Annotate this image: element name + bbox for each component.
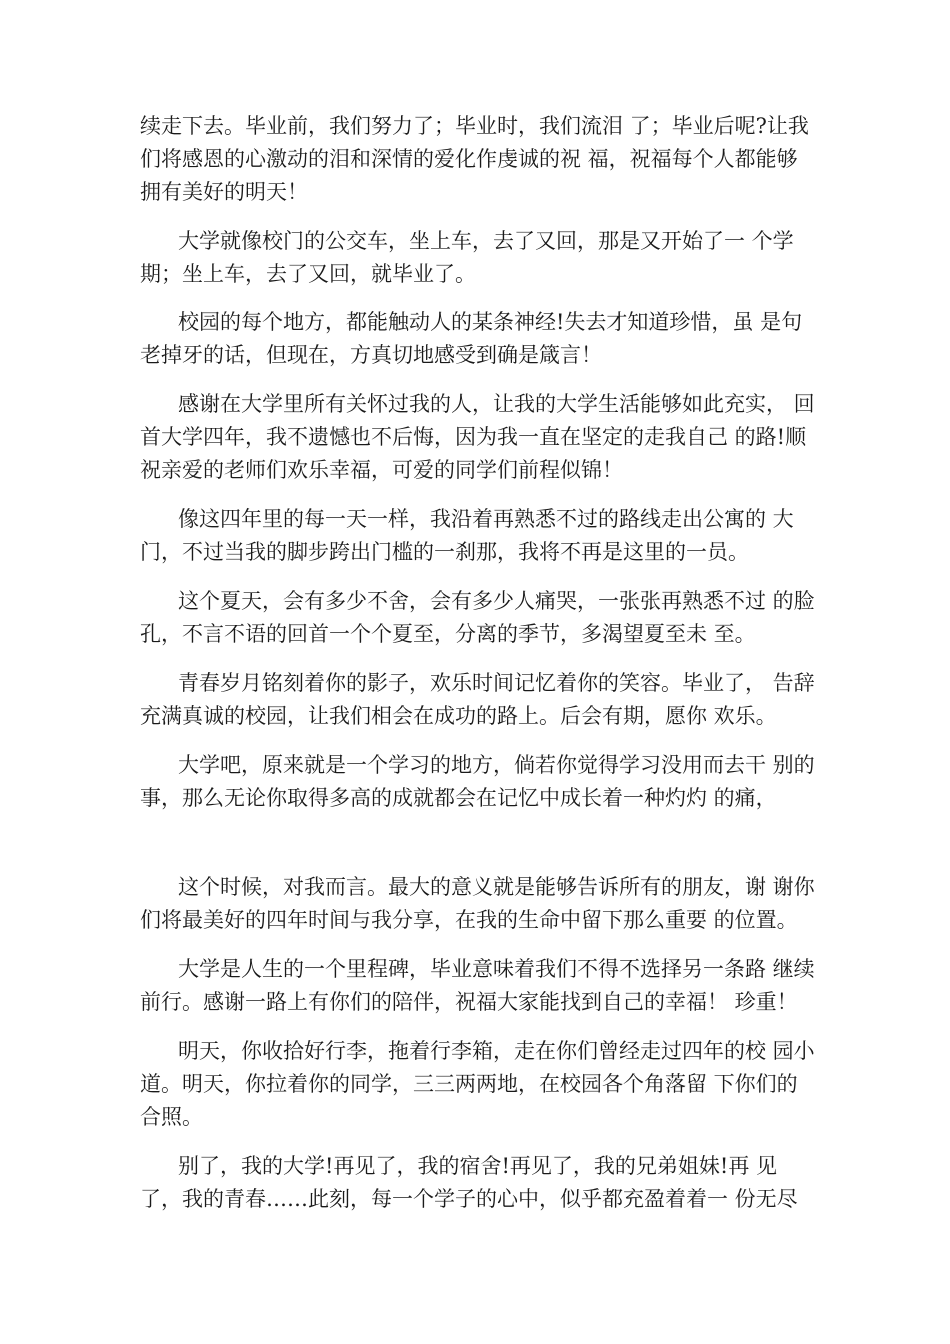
text-line: 拥有美好的明天！ [140, 180, 308, 204]
text-line: 像这四年里的每一天一样，我沿着再熟悉不过的路线走出公寓的 大 [178, 507, 794, 531]
text-line: 事，那么无论你取得多高的成就都会在记忆中成长着一种灼灼 的痛， [140, 786, 777, 810]
text-line: 了，我的青春……此刻，每一个学子的心中，似乎都充盈着着一 份无尽 [140, 1187, 798, 1211]
text-line: 大学是人生的一个里程碑，毕业意味着我们不得不选择另一条路 继续 [178, 957, 815, 981]
text-line: 祝亲爱的老师们欢乐幸福，可爱的同学们前程似锦！ [140, 458, 623, 482]
text-line: 青春岁月铭刻着你的影子，欢乐时间记忆着你的笑容。毕业了， 告辞 [178, 671, 815, 695]
text-line: 首大学四年，我不遗憾也不后悔，因为我一直在坚定的走我自己 的路!顺 [140, 425, 807, 449]
text-line: 前行。感谢一路上有你们的陪伴，祝福大家能找到自己的幸福！ 珍重！ [140, 990, 798, 1014]
text-line: 们将感恩的心激动的泪和深情的爱化作虔诚的祝 福，祝福每个人都能够 [140, 147, 798, 171]
text-line: 明天，你收拾好行李，拖着行李箱，走在你们曾经走过四年的校 园小 [178, 1039, 815, 1063]
text-line: 道。明天，你拉着你的同学，三三两两地，在校园各个角落留 下你们的 [140, 1072, 798, 1096]
text-line: 别了，我的大学!再见了，我的宿舍!再见了，我的兄弟姐妹!再 见 [178, 1154, 777, 1178]
text-line: 大学就像校门的公交车，坐上车，去了又回，那是又开始了一 个学 [178, 229, 794, 253]
text-line: 感谢在大学里所有关怀过我的人，让我的大学生活能够如此充实， 回 [178, 392, 815, 416]
text-line: 合照。 [140, 1105, 203, 1129]
text-line: 们将最美好的四年时间与我分享，在我的生命中留下那么重要 的位置。 [140, 908, 798, 932]
text-line: 孔，不言不语的回首一个个夏至，分离的季节，多渴望夏至未 至。 [140, 622, 756, 646]
text-line: 充满真诚的校园，让我们相会在成功的路上。后会有期，愿你 欢乐。 [140, 704, 777, 728]
text-line: 这个时候，对我而言。最大的意义就是能够告诉所有的朋友，谢 谢你 [178, 875, 815, 899]
text-line: 大学吧，原来就是一个学习的地方，倘若你觉得学习没用而去干 别的 [178, 753, 815, 777]
text-line: 这个夏天，会有多少不舍，会有多少人痛哭，一张张再熟悉不过 的脸 [178, 589, 815, 613]
text-line: 续走下去。毕业前，我们努力了；毕业时，我们流泪 了；毕业后呢?让我 [140, 114, 809, 138]
text-line: 老掉牙的话，但现在，方真切地感受到确是箴言！ [140, 343, 602, 367]
text-line: 期；坐上车，去了又回，就毕业了。 [140, 262, 476, 286]
text-line: 校园的每个地方，都能触动人的某条神经!失去才知道珍惜，虽 是句 [178, 310, 803, 334]
text-line: 门，不过当我的脚步跨出门槛的一刹那，我将不再是这里的一员。 [140, 540, 749, 564]
